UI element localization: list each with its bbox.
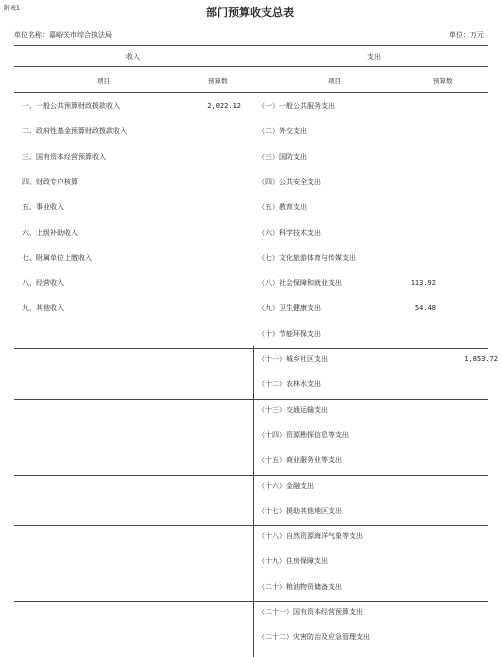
section-divider xyxy=(14,66,488,67)
expense-row-label: （六）科学技术支出 xyxy=(258,229,321,237)
expense-row-label: （九）卫生健康支出 xyxy=(258,304,321,312)
income-row-label: 九、其他收入 xyxy=(22,304,64,312)
expense-row-label: （二）外交支出 xyxy=(258,127,307,135)
income-row-label: 八、经营收入 xyxy=(22,279,64,287)
row-group-divider xyxy=(14,475,488,476)
expense-row-label: （十六）金融支出 xyxy=(258,482,314,490)
expense-row-label: （十九）住房保障支出 xyxy=(258,557,328,565)
expense-row-label: （十五）商业服务业等支出 xyxy=(258,456,342,464)
income-row-label: 五、事业收入 xyxy=(22,203,64,211)
income-row-label: 三、国有资本经营预算收入 xyxy=(22,153,106,161)
income-row-amount: 2,022.12 xyxy=(207,102,241,110)
attachment-label: 附表1 xyxy=(4,5,20,12)
expense-item-header: 项目 xyxy=(328,77,341,85)
income-item-header: 项目 xyxy=(97,77,110,85)
expense-row-amount: 113.92 xyxy=(410,279,436,287)
expense-row-label: （八）社会保障和就业支出 xyxy=(258,279,342,287)
expense-row-label: （五）教育支出 xyxy=(258,203,307,211)
expense-row-label: （十四）资源勘探信息等支出 xyxy=(258,431,349,439)
expense-row-label: （二十二）灾害防治及应急管理支出 xyxy=(258,633,370,641)
expense-row-label: （十七）援助其他地区支出 xyxy=(258,507,342,515)
left-right-divider xyxy=(253,346,254,657)
org-name: 单位名称：嘉峪关市综合执法局 xyxy=(14,31,112,39)
income-section-header: 收入 xyxy=(126,53,140,61)
expense-row-label: （三）国防支出 xyxy=(258,153,307,161)
row-group-divider xyxy=(14,525,488,526)
expense-row-label: （七）文化旅游体育与传媒支出 xyxy=(258,254,356,262)
income-row-label: 四、财政专户核算 xyxy=(22,178,78,186)
page-title: 部门预算收支总表 xyxy=(206,6,294,19)
expense-row-label: （四）公共安全支出 xyxy=(258,178,321,186)
income-amount-header: 预算数 xyxy=(208,77,228,85)
expense-row-amount: 1,853.72 xyxy=(464,355,498,363)
row-group-divider xyxy=(14,601,488,602)
expense-row-label: （十一）城乡社区支出 xyxy=(258,355,328,363)
row-group-divider xyxy=(14,348,488,349)
expense-row-label: （十八）自然资源海洋气象等支出 xyxy=(258,532,363,540)
expense-amount-header: 预算数 xyxy=(433,77,453,85)
expense-row-label: （十）节能环保支出 xyxy=(258,330,321,338)
expense-row-label: （一）一般公共服务支出 xyxy=(258,102,335,110)
income-row-label: 六、上级补助收入 xyxy=(22,229,78,237)
expense-section-header: 支出 xyxy=(367,53,381,61)
income-row-label: 七、附属单位上缴收入 xyxy=(22,254,92,262)
expense-row-label: （二十）粮油物资储备支出 xyxy=(258,583,342,591)
income-row-label: 二、政府性基金预算财政拨款收入 xyxy=(22,127,127,135)
header-divider xyxy=(14,92,488,93)
table-top-border xyxy=(14,45,488,46)
income-row-label: 一、一般公共预算财政拨款收入 xyxy=(22,102,120,110)
expense-row-label: （二十一）国有资本经营预算支出 xyxy=(258,608,363,616)
row-group-divider xyxy=(14,399,488,400)
expense-row-label: （十三）交通运输支出 xyxy=(258,406,328,414)
expense-row-amount: 54.48 xyxy=(414,304,436,312)
expense-row-label: （十二）农林水支出 xyxy=(258,380,321,388)
unit-label: 单位：万元 xyxy=(449,31,484,39)
